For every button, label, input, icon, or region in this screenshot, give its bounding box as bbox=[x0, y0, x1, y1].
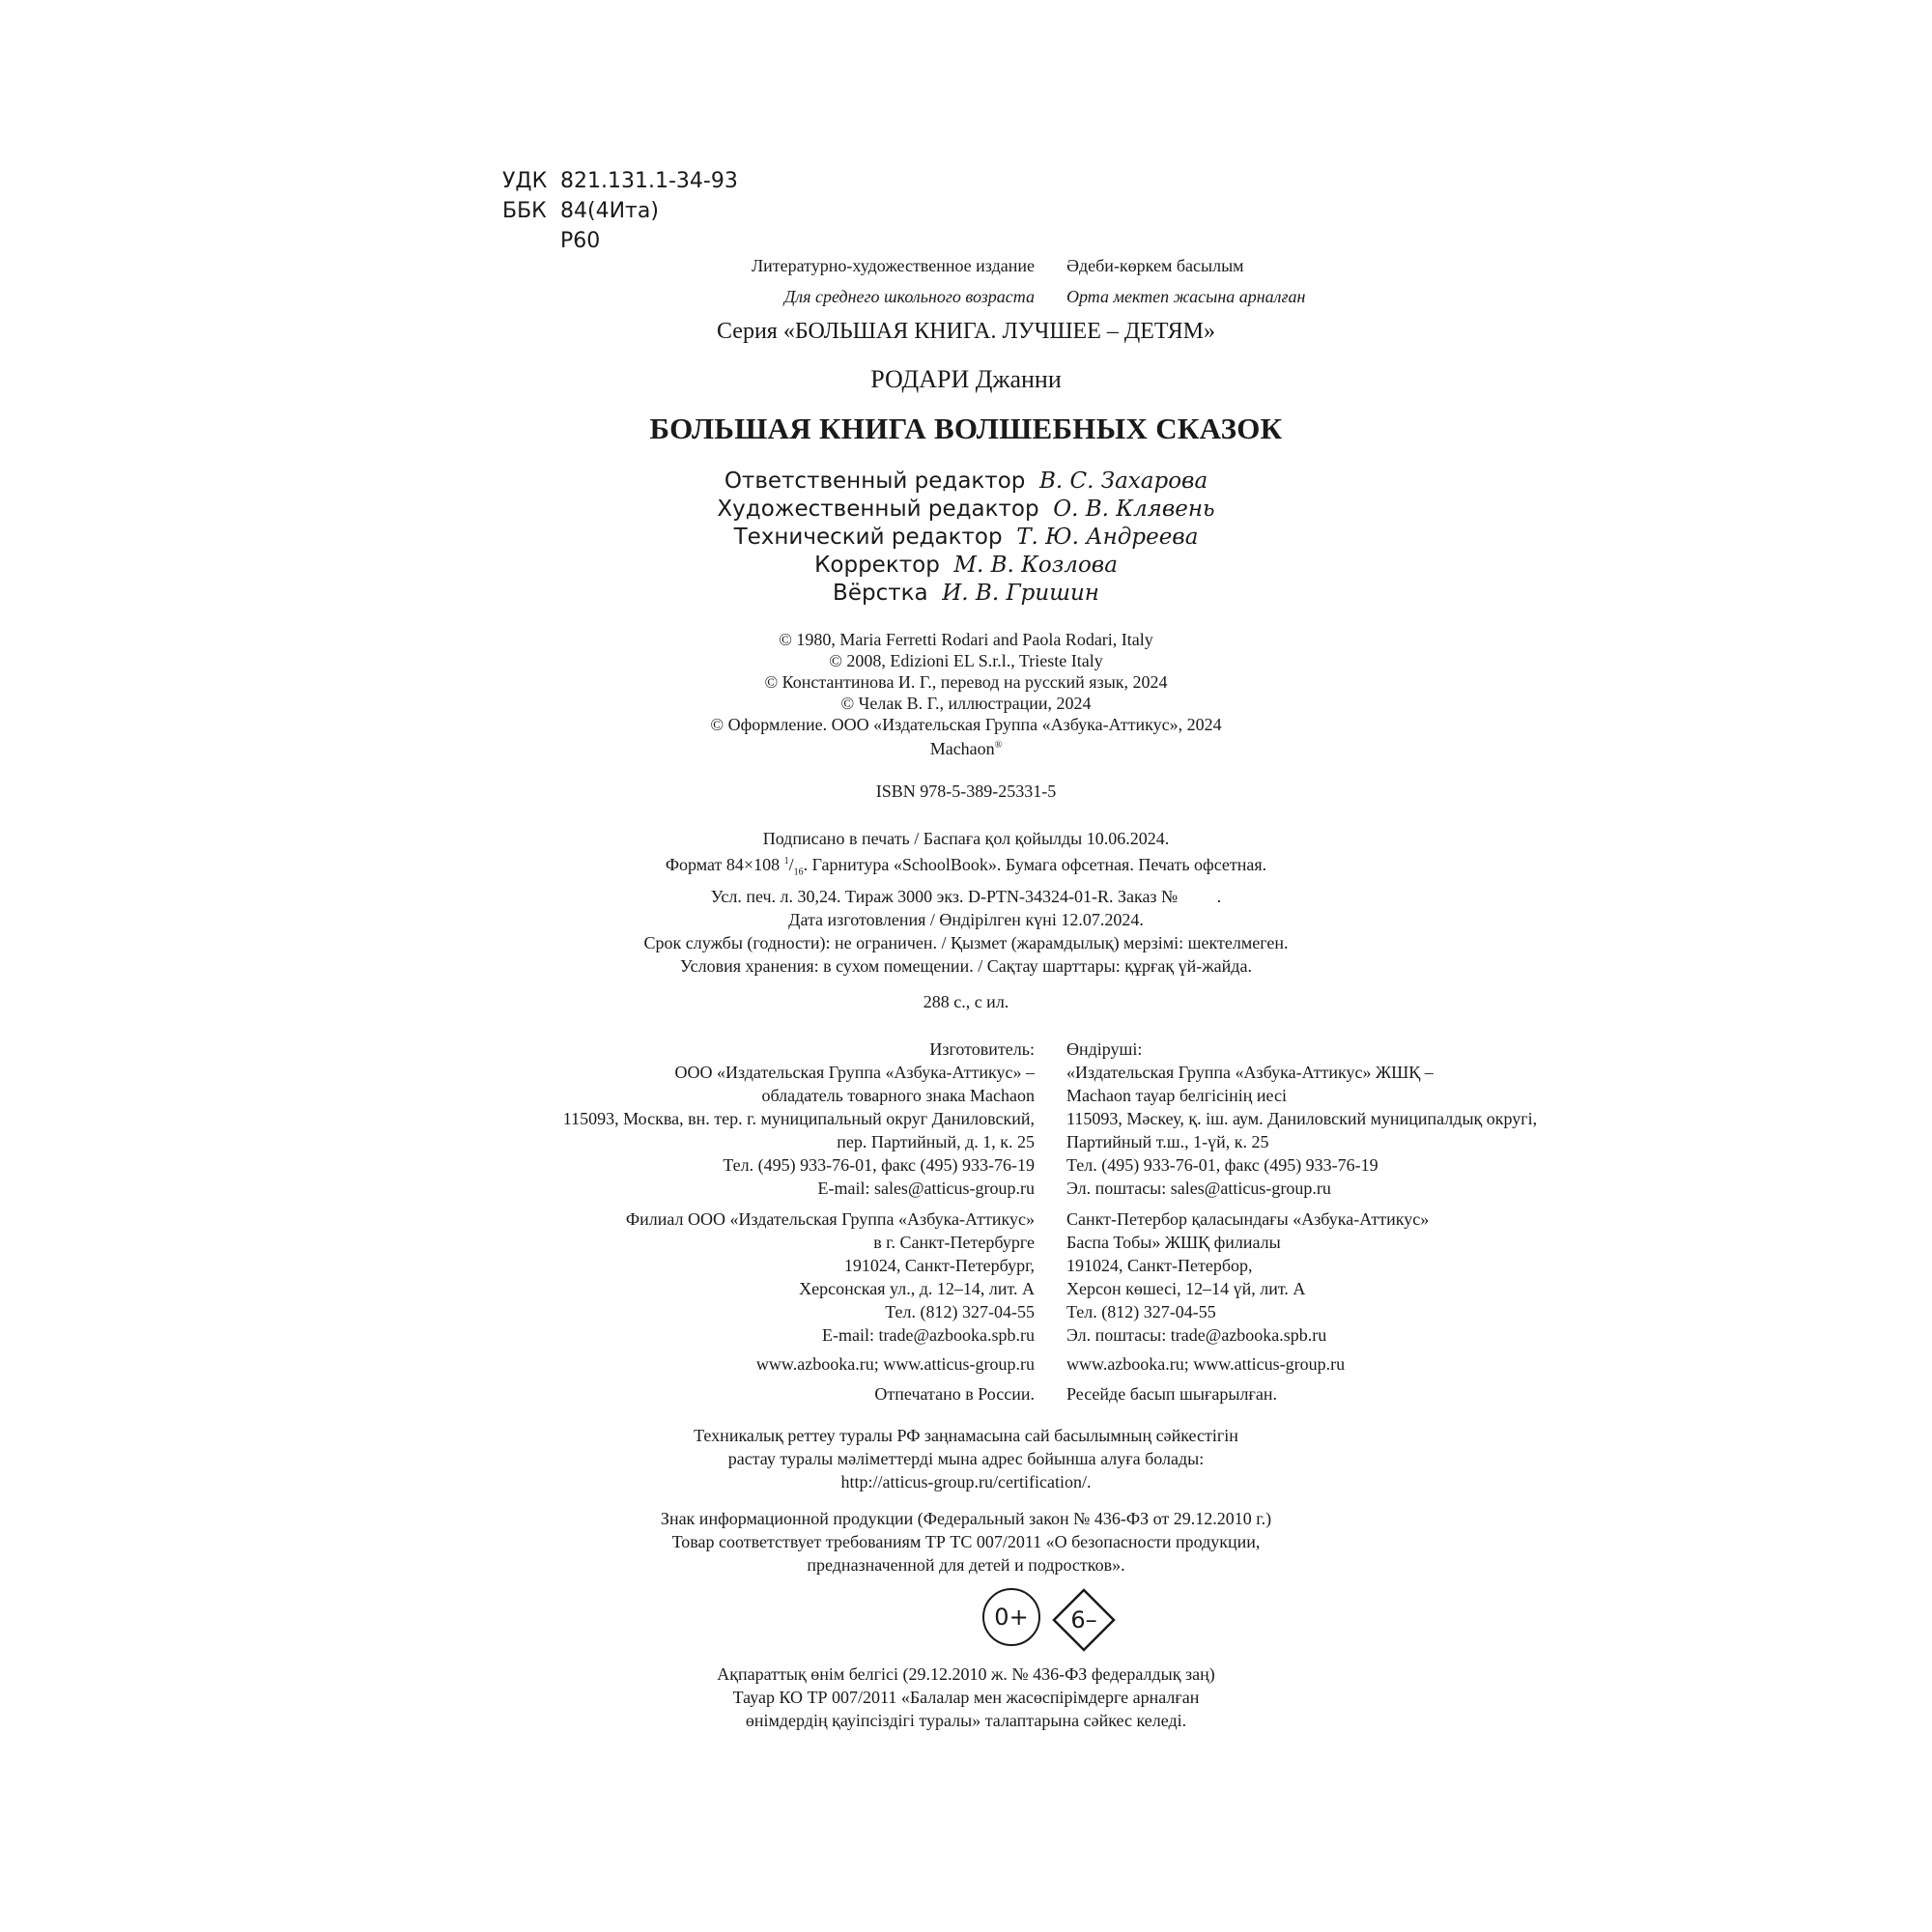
printed-in-kz: Ресейде басып шығарылған. bbox=[1066, 1384, 1277, 1404]
staff-name: О. В. Клявень bbox=[1053, 497, 1215, 522]
branch-ru bbox=[626, 1208, 1035, 1347]
staff-role: Технический редактор bbox=[733, 525, 1003, 550]
address-line: Тел. (812) 327-04-55 bbox=[1066, 1302, 1216, 1321]
certification-kz bbox=[0, 1424, 1932, 1493]
print-shelf-life: Срок службы (годности): не ограничен. / Қызмет (жарамдылық) мерзімі: шектелмеген. bbox=[643, 932, 1289, 952]
address-line: E-mail: sales@atticus-group.ru bbox=[817, 1179, 1035, 1198]
print-format bbox=[0, 850, 1932, 885]
copyright-line: © Челак В. Г., иллюстрации, 2024 bbox=[840, 694, 1092, 713]
address-line: 191024, Санкт-Петербург, bbox=[843, 1256, 1035, 1275]
address-line: 115093, Москва, вн. тер. г. муниципальный округ Даниловский, bbox=[562, 1109, 1035, 1128]
age-rating-diamond-text: 6– bbox=[1070, 1606, 1097, 1634]
isbn: ISBN 978-5-389-25331-5 bbox=[875, 781, 1057, 801]
staff-line bbox=[0, 552, 1932, 580]
format-details: . Гарнитура «SchoolBook». Бумага офсетная. Печать офсетная. bbox=[803, 855, 1267, 874]
printed-in-ru: Отпечатано в России. bbox=[874, 1384, 1035, 1404]
address-line: Machaon тауар белгісінің иесі bbox=[1066, 1086, 1287, 1105]
format-size: Формат 84×108 bbox=[665, 855, 781, 874]
web-links-kz: www.azbooka.ru; www.atticus-group.ru bbox=[1066, 1354, 1346, 1374]
edition-age-ru: Для среднего школьного возраста bbox=[783, 287, 1035, 306]
address-line: Эл. поштасы: sales@atticus-group.ru bbox=[1066, 1179, 1331, 1198]
edition-type-ru: Литературно-художественное издание bbox=[751, 256, 1035, 275]
staff-name: В. С. Захарова bbox=[1039, 469, 1208, 494]
info-line: өнімдердің қауіпсіздігі туралы» талаптарына сәйкес келеді. bbox=[745, 1711, 1187, 1730]
address-line: Санкт-Петербор қаласындағы «Азбука-Аттикус» bbox=[1066, 1209, 1430, 1229]
address-line: Херсонская ул., д. 12–14, лит. А bbox=[799, 1279, 1035, 1298]
staff-role: Корректор bbox=[814, 553, 940, 578]
copyright-line: © Оформление. ООО «Издательская Группа «Азбука-Аттикус», 2024 bbox=[710, 715, 1222, 734]
address-line: Партийный т.ш., 1-үй, к. 25 bbox=[1066, 1132, 1269, 1151]
author-line: РОДАРИ Джанни bbox=[870, 365, 1062, 393]
registered-mark: ® bbox=[994, 740, 1003, 751]
staff-line bbox=[0, 496, 1932, 524]
print-signed: Подписано в печать / Баспаға қол қойылды 10.06.2024. bbox=[762, 829, 1170, 848]
address-line: Тел. (495) 933-76-01, факс (495) 933-76-19 bbox=[1066, 1155, 1378, 1175]
page-count: 288 с., с ил. bbox=[923, 992, 1009, 1011]
address-line: «Издательская Группа «Азбука-Аттикус» ЖШҚ – bbox=[1066, 1063, 1434, 1082]
print-storage: Условия хранения: в сухом помещении. / Сақтау шарттары: құрғақ үй-жайда. bbox=[680, 955, 1252, 976]
address-line: в г. Санкт-Петербурге bbox=[873, 1233, 1035, 1252]
staff-name: И. В. Гришин bbox=[942, 581, 1099, 606]
edition-age-kz: Орта мектеп жасына арналған bbox=[1066, 287, 1306, 306]
info-line: Знак информационной продукции (Федеральный закон № 436-ФЗ от 29.12.2010 г.) bbox=[660, 1509, 1272, 1528]
trademark-name: Machaon bbox=[929, 739, 995, 758]
address-line: Херсон көшесі, 12–14 үй, лит. А bbox=[1066, 1279, 1306, 1298]
print-details bbox=[0, 827, 1932, 978]
staff-line bbox=[0, 580, 1932, 608]
address-line: Баспа Тобы» ЖШҚ филиалы bbox=[1066, 1233, 1281, 1252]
info-product-kz bbox=[0, 1662, 1932, 1732]
address-line: обладатель товарного знака Machaon bbox=[761, 1086, 1035, 1105]
book-title: БОЛЬШАЯ КНИГА ВОЛШЕБНЫХ СКАЗОК bbox=[649, 412, 1283, 445]
format-numerator: 1 bbox=[783, 856, 789, 867]
copyright-line: © 1980, Maria Ferretti Rodari and Paola Rodari, Italy bbox=[779, 630, 1153, 649]
format-denominator: 16 bbox=[793, 867, 804, 878]
print-volume: Усл. печ. л. 30,24. Тираж 3000 экз. D-PTN-34324-01-R. Заказ № . bbox=[710, 886, 1222, 906]
info-product-ru bbox=[0, 1507, 1932, 1577]
staff-name: Т. Ю. Андреева bbox=[1016, 525, 1199, 550]
staff-line bbox=[0, 468, 1932, 496]
address-line: Тел. (495) 933-76-01, факс (495) 933-76-19 bbox=[723, 1155, 1035, 1175]
edition-type-kz: Әдеби-көркем басылым bbox=[1066, 256, 1244, 275]
age-rating-circle-icon bbox=[982, 1588, 1040, 1646]
manufacturer-kz bbox=[1066, 1037, 1537, 1200]
info-line: Ақпараттық өнім белгісі (29.12.2010 ж. № 436-ФЗ федералдық заң) bbox=[717, 1664, 1215, 1684]
author-sign: Р60 bbox=[560, 229, 601, 253]
bbk-value: 84(4Ита) bbox=[560, 199, 659, 223]
address-line: 115093, Мәскеу, қ. іш. аум. Даниловский муниципалдық округі, bbox=[1066, 1109, 1538, 1128]
address-line: Тел. (812) 327-04-55 bbox=[885, 1302, 1035, 1321]
staff-role: Вёрстка bbox=[833, 581, 928, 606]
staff-name: М. В. Козлова bbox=[953, 553, 1118, 578]
address-line: Өндіруші: bbox=[1066, 1039, 1143, 1059]
cert-line: http://atticus-group.ru/certification/. bbox=[840, 1472, 1092, 1492]
staff-line bbox=[0, 524, 1932, 552]
cert-line: растау туралы мәліметтерді мына адрес бойынша алуға болады: bbox=[727, 1449, 1205, 1468]
address-line: Изготовитель: bbox=[929, 1039, 1035, 1059]
address-line: Эл. поштасы: trade@azbooka.spb.ru bbox=[1066, 1325, 1327, 1345]
format-slash: / bbox=[788, 855, 794, 874]
copyright-line: © Константинова И. Г., перевод на русский язык, 2024 bbox=[764, 672, 1168, 692]
editorial-staff bbox=[0, 468, 1932, 608]
print-date: Дата изготовления / Өндірілген күні 12.07.2024. bbox=[788, 909, 1144, 929]
info-line: Товар соответствует требованиям ТР ТС 007/2011 «О безопасности продукции, bbox=[671, 1532, 1261, 1551]
copyright-block bbox=[0, 629, 1932, 759]
udk-line bbox=[502, 166, 738, 196]
series-line: Серия «БОЛЬШАЯ КНИГА. ЛУЧШЕЕ – ДЕТЯМ» bbox=[717, 319, 1215, 344]
address-line: ООО «Издательская Группа «Азбука-Аттикус» – bbox=[674, 1063, 1035, 1082]
web-links-ru: www.azbooka.ru; www.atticus-group.ru bbox=[755, 1354, 1035, 1374]
copyright-line bbox=[0, 735, 1932, 759]
classification-block bbox=[502, 166, 738, 256]
staff-role: Ответственный редактор bbox=[724, 469, 1026, 494]
info-line: Тауар КО ТР 007/2011 «Балалар мен жасөспірімдерге арналған bbox=[732, 1688, 1200, 1707]
age-rating-circle-text: 0+ bbox=[994, 1604, 1029, 1631]
copyright-line: © 2008, Edizioni EL S.r.l., Trieste Italy bbox=[829, 651, 1103, 670]
manufacturer-ru bbox=[563, 1037, 1035, 1200]
staff-role: Художественный редактор bbox=[717, 497, 1039, 522]
info-line: предназначенной для детей и подростков». bbox=[807, 1555, 1125, 1575]
age-rating-diamond-icon bbox=[1052, 1588, 1116, 1652]
address-line: 191024, Санкт-Петербор, bbox=[1066, 1256, 1253, 1275]
bbk-label: ББК bbox=[502, 199, 547, 223]
address-line: Филиал ООО «Издательская Группа «Азбука-Аттикус» bbox=[625, 1209, 1035, 1229]
udk-label: УДК bbox=[502, 169, 548, 193]
address-line: E-mail: trade@azbooka.spb.ru bbox=[822, 1325, 1035, 1345]
udk-value: 821.131.1-34-93 bbox=[560, 169, 738, 193]
bbk-line bbox=[502, 196, 738, 226]
address-line: пер. Партийный, д. 1, к. 25 bbox=[837, 1132, 1035, 1151]
branch-kz bbox=[1066, 1208, 1429, 1347]
cert-line: Техникалық реттеу туралы РФ заңнамасына сай басылымның сәйкестігін bbox=[694, 1426, 1238, 1445]
